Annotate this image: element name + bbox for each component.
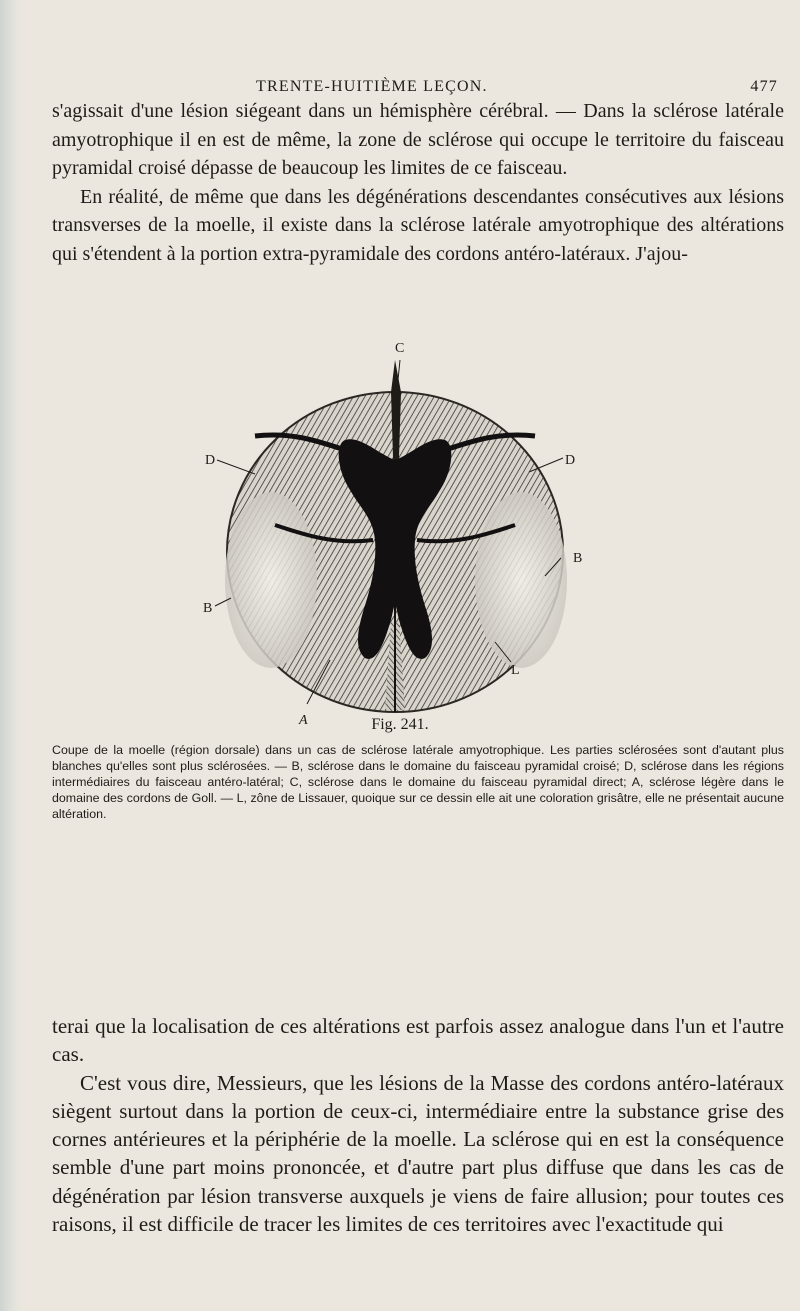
figure-caption-text: Coupe de la moelle (région dorsale) dans un cas de sclérose latérale amyotrophique. Les parties sclérosées sont d'autant plus blanches qu'elles sont plus sclérosées. — B, sclérose dans le domaine du faisceau pyramidal croisé; D, sclérose dans les régions intermédiaires du faisceau antéro-latéral; C, sclérose dans le domaine du faisceau pyramidal direct; A, sclérose légère dans le domaine des cordons de Goll. — L, zône de Lissauer, quoique sur ce dessin elle ait une coloration grisâtre, elle ne présentait aucune altération. [52,743,784,821]
spinal-cord-figure [195,340,595,750]
label-c: C [395,341,405,356]
paragraph-2: En réalité, de même que dans les dégénérations descendantes consécutives aux lésions transverses de la moelle, il existe dans la sclérose latérale amyotrophique des altérations qui s'étendent à la portion extra-pyramidale des cordons antéro-latéraux. J'ajou- [52,185,784,265]
label-b-left: B [203,601,213,616]
label-a: A [299,713,308,728]
lateral-zone-left [225,492,317,668]
paragraph-3: terai que la localisation de ces altérations est parfois assez analogue dans l'un et l'autre cas. [52,1014,784,1067]
figure-number: Fig. 241. [371,716,429,733]
figure-caption [52,742,784,822]
label-b-right: B [573,551,583,566]
page-binding-edge [0,0,22,1311]
label-d-left: D [205,453,216,468]
paragraph-1: s'agissait d'une lésion siégeant dans un hémisphère cérébral. — Dans la sclérose latérale amyotrophique il en est de même, la zone de sclérose qui occupe le territoire du faisceau pyramidal croisé dépasse de beaucoup les limites de ce faisceau. [52,100,784,179]
lateral-zone-right [475,492,567,668]
body-text-bottom [52,1012,784,1238]
label-d-right: D [565,453,576,468]
running-head-title: TRENTE-HUITIÈME LEÇON. [256,78,488,95]
page-number: 477 [750,78,778,95]
spinal-cord-section-illustration [195,340,595,750]
paragraph-4: C'est vous dire, Messieurs, que les lésions de la Masse des cordons antéro-latéraux siègent surtout dans la portion de ceux-ci, intermédiaire entre la substance grise des cornes antérieures et la périphérie de la moelle. La sclérose qui en est la conséquence semble d'une part moins prononcée, et d'autre part plus diffuse que dans les cas de dégénération par lésion transverse auxquels je viens de faire allusion; pour toutes ces raisons, il est difficile de tracer les limites de ces territoires avec l'exactitude qui [52,1070,784,1237]
body-text-top [52,97,784,268]
label-l: L [511,663,520,678]
